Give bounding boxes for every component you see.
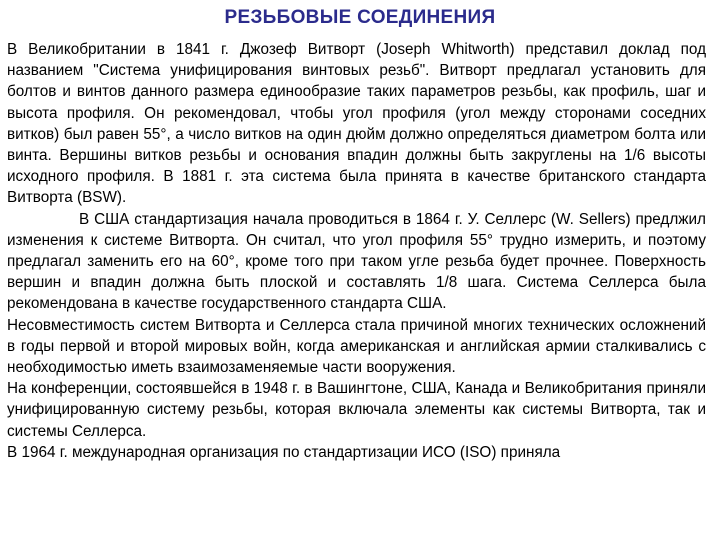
paragraph-conference-1948: На конференции, состоявшейся в 1948 г. в Вашингтоне, США, Канада и Великобритания приняли унифицированную систему резьбы, которая включала элементы как системы Витворта, так и системы Селлерса. <box>7 380 706 440</box>
paragraph-incompatibility: Несовместимость систем Витворта и Селлерса стала причиной многих технических осложнений в годы первой и второй мировых войн, когда американская и английская армии сталкивались с необходимостью иметь взаимозаменяемые части вооружения. <box>7 316 706 377</box>
paragraph-whitworth: В Великобритании в 1841 г. Джозеф Витворт (Joseph Whitworth) представил доклад под названием "Система унифицирования винтовых резьб". Витворт предлагал установить для болтов и винтов данного размера единообразие таких параметров резьбы, как профиль, шаг и высота профиля. Он рекомендовал, чтобы угол профиля (угол между сторонами соседних витков) был равен 55°, а число витков на один дюйм должно определяться диаметром болта или винта. Вершины витков резьбы и основания впадин должны быть закруглены на 1/6 высоты исходного профиля. В 1881 г. эта система была принята в качестве британского стандарта Витворта (BSW). <box>7 41 706 207</box>
slide-body-text <box>7 39 706 463</box>
paragraph-usa-sellers: В США стандартизация начала проводиться в 1864 г. У. Селлерс (W. Sellers) предлжил изменения к системе Витворта. Он считал, что угол профиля 55° трудно измерить, и поэтому предлагал заменить его на 60°, кроме того при таком угле резьба будет прочнее. Поверхность вершин и впадин должна быть плоской и составлять 1/8 шага. Система Селлерса была рекомендована в качестве государственного стандарта США. <box>7 210 706 313</box>
paragraph-iso-1964: В 1964 г. международная организация по стандартизации ИСО (ISO) приняла <box>7 443 561 461</box>
slide-title: РЕЗЬБОВЫЕ СОЕДИНЕНИЯ <box>224 7 496 28</box>
